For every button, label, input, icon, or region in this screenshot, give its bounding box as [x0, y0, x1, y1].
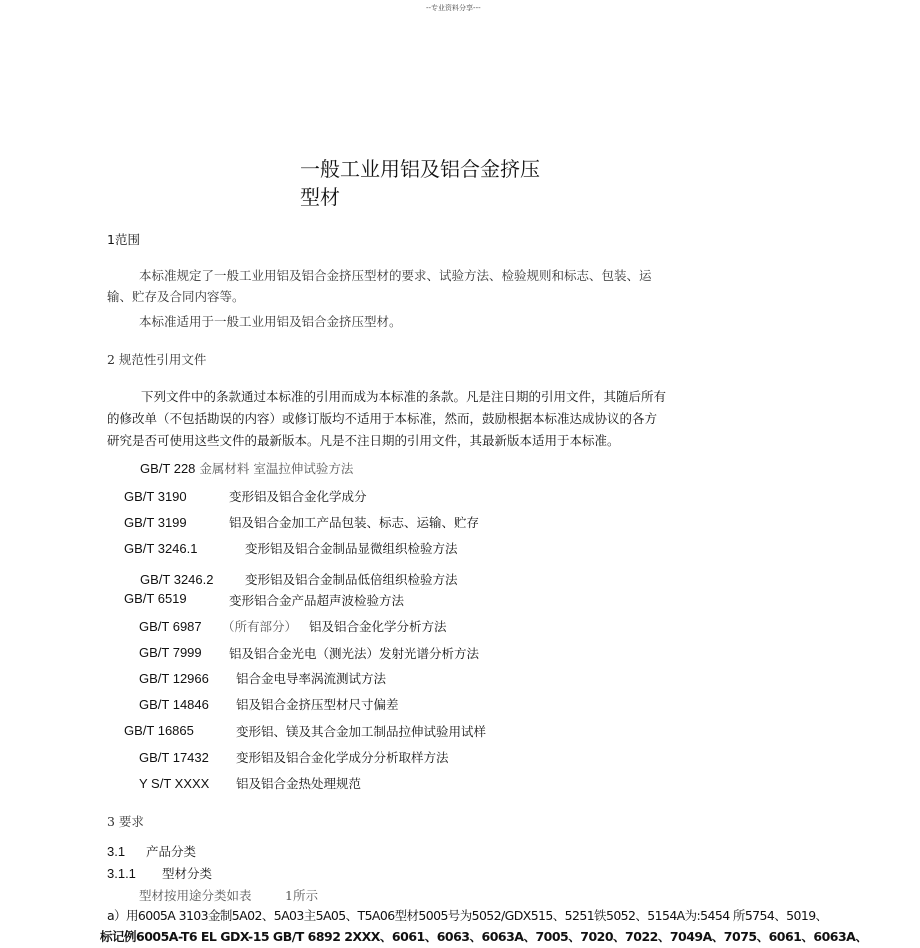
references-paragraph-cont2: 研究是否可使用这些文件的最新版本。凡是不注日期的引用文件，其最新版本适用于本标准。	[107, 433, 620, 448]
references-paragraph-cont: 的修改单（不包括勘误的内容）或修订版均不适用于本标准，然而，鼓励根据本标准达成协议的各方	[107, 411, 658, 426]
references-paragraph: 下列文件中的条款通过本标准的引用而成为本标准的条款。凡是注日期的引用文件，其随后所有	[141, 389, 667, 404]
reference-code: GB/T 3190	[124, 489, 187, 504]
reference-code: GB/T 228	[140, 461, 196, 476]
reference-title: 铝及铝合金加工产品包装、标志、运输、贮存	[229, 515, 480, 530]
subsection-title: 型材分类	[162, 866, 213, 881]
table-reference: 1所示	[285, 888, 318, 903]
subsection-number: 3.1	[107, 844, 126, 859]
document-title: 一般工业用铝及铝合金挤压	[300, 157, 540, 181]
reference-title: 铝及铝合金化学分析方法	[309, 619, 447, 634]
marking-example-line: 标记例6005A-T6 EL GDX-15 GB/T 6892 2XXX、6061、6063、6063A、7005、7020、7022、7049A、7075、6061、6063A、	[100, 929, 868, 944]
reference-code: GB/T 7999	[139, 645, 202, 660]
scope-paragraph-cont: 输、贮存及合同内容等。	[107, 289, 245, 304]
subsection-title: 产品分类	[146, 844, 197, 859]
reference-item	[140, 461, 353, 477]
reference-code: GB/T 6519	[124, 591, 187, 606]
section-heading-requirements: 3 要求	[107, 814, 144, 829]
reference-title: 铝及铝合金光电（测光法）发射光谱分析方法	[229, 646, 480, 661]
reference-code: GB/T 6987	[139, 619, 202, 634]
reference-code: GB/T 3246.2	[140, 572, 214, 587]
reference-code: GB/T 3246.1	[124, 541, 198, 556]
reference-code: GB/T 17432	[139, 750, 209, 765]
reference-title: 金属材料 室温拉伸试验方法	[199, 461, 354, 476]
reference-title: 变形铝、镁及其合金加工制品拉伸试验用试样	[236, 724, 487, 739]
reference-title: 变形铝合金产品超声波检验方法	[229, 593, 405, 608]
section-heading-scope: 1范围	[107, 232, 140, 247]
reference-title: 变形铝及铝合金制品低倍组织检验方法	[245, 572, 458, 587]
reference-title: 变形铝及铝合金制品显微组织检验方法	[245, 541, 458, 556]
alloy-list-line: a）用6005A 3103金制5A02、5A03主5A05、T5A06型材5005号为5052/GDX515、5251铁5052、5154A为:5454 所5754、5019、	[107, 908, 828, 923]
reference-code: GB/T 12966	[139, 671, 209, 686]
reference-code: GB/T 3199	[124, 515, 187, 530]
reference-code: Y S/T XXXX	[139, 776, 210, 791]
reference-note: （所有部分）	[222, 619, 298, 634]
subsection-number: 3.1.1	[107, 866, 136, 881]
section-heading-references: 2 规范性引用文件	[107, 352, 207, 367]
classification-text: 型材按用途分类如表	[139, 888, 252, 903]
reference-title: 铝及铝合金挤压型材尺寸偏差	[236, 697, 399, 712]
scope-paragraph-2: 本标准适用于一般工业用铝及铝合金挤压型材。	[139, 314, 402, 329]
scope-paragraph: 本标准规定了一般工业用铝及铝合金挤压型材的要求、试验方法、检验规则和标志、包装、运	[139, 268, 652, 283]
page-header: --专业资料分享---	[426, 4, 481, 12]
document-title-line2: 型材	[300, 185, 340, 209]
reference-code: GB/T 14846	[139, 697, 209, 712]
reference-title: 铝及铝合金热处理规范	[236, 776, 362, 791]
reference-code: GB/T 16865	[124, 723, 194, 738]
reference-title: 变形铝及铝合金化学成分分析取样方法	[236, 750, 449, 765]
reference-title: 变形铝及铝合金化学成分	[229, 489, 367, 504]
reference-title: 铝合金电导率涡流测试方法	[236, 671, 387, 686]
